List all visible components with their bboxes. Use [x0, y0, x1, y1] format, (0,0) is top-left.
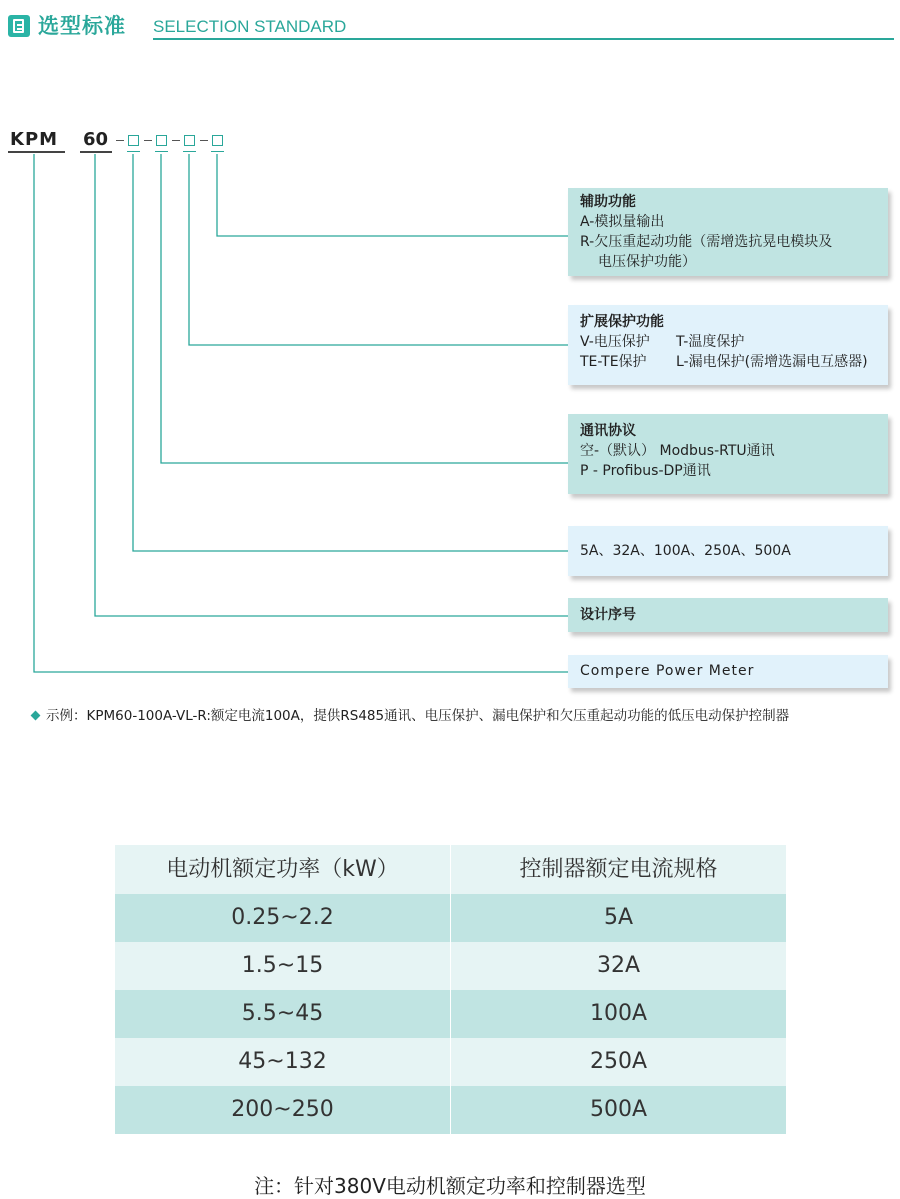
- connector-design: [95, 154, 568, 616]
- selection-table: [115, 845, 786, 1134]
- section-title: 选型标准: [38, 14, 126, 38]
- model-number: 60: [83, 129, 109, 150]
- box-line: Compere Power Meter: [580, 663, 755, 679]
- section-subtitle: SELECTION STANDARD: [153, 17, 347, 36]
- table-cell: 100A: [589, 1001, 648, 1026]
- table-row: [115, 1038, 786, 1086]
- table-cell: 0.25~2.2: [115, 894, 451, 942]
- box-cell: L-漏电保护(需增选漏电互感器): [676, 354, 868, 370]
- table-row: [115, 990, 786, 1038]
- box-line: R-欠压重起动功能（需增选抗晃电模块及: [580, 234, 833, 250]
- connector-current: [133, 154, 568, 551]
- box-design-serial: [568, 598, 888, 632]
- footnote: 注：针对380V电动机额定功率和控制器选型: [254, 1174, 646, 1198]
- box-line: 5A、32A、100A、250A、500A: [580, 543, 791, 559]
- table-header-cell: 控制器额定电流规格: [519, 856, 718, 882]
- table-cell: 200~250: [115, 1086, 451, 1134]
- table-cell: 45~132: [115, 1038, 451, 1086]
- box-title: 通讯协议: [580, 423, 636, 439]
- table-header-cell: 电动机额定功率（kW）: [115, 845, 451, 894]
- box-line: P - Profibus-DP通讯: [580, 463, 711, 479]
- connector-aux: [217, 154, 568, 236]
- box-line: 空-（默认） Modbus-RTU通讯: [580, 443, 775, 459]
- box-cell: V-电压保护: [580, 334, 650, 350]
- table-cell: 1.5~15: [115, 942, 451, 990]
- box-title: 设计序号: [580, 607, 636, 623]
- table-cell: 5.5~45: [115, 990, 451, 1038]
- box-aux-function: [568, 188, 888, 276]
- box-product-name: [568, 655, 888, 688]
- diamond-bullet-icon: [31, 711, 41, 721]
- box-title: 扩展保护功能: [580, 314, 664, 330]
- table-cell: 5A: [603, 905, 634, 930]
- example-text: 示例：KPM60-100A-VL-R:额定电流100A，提供RS485通讯、电压保护、漏电保护和欠压重起动功能的低压电动保护控制器: [46, 708, 790, 724]
- box-comm-protocol: [568, 414, 888, 494]
- box-title: 辅助功能: [580, 194, 636, 210]
- box-extended-protection: [568, 305, 888, 385]
- box-cell: TE-TE保护: [580, 354, 647, 370]
- table-row: [115, 894, 786, 942]
- box-line: A-模拟量输出: [580, 214, 665, 230]
- table-header-row: [115, 845, 786, 894]
- model-prefix: KPM: [10, 129, 59, 150]
- table-cell: 32A: [596, 953, 641, 978]
- connector-protection: [189, 154, 568, 345]
- table-cell: 500A: [589, 1097, 648, 1122]
- connector-prefix: [34, 154, 568, 672]
- box-cell: T-温度保护: [676, 334, 745, 350]
- connector-comm: [161, 154, 568, 463]
- box-rated-current: [568, 526, 888, 576]
- table-row: [115, 1086, 786, 1134]
- table-cell: 250A: [589, 1049, 648, 1074]
- box-line: 电压保护功能）: [598, 254, 696, 270]
- table-row: [115, 942, 786, 990]
